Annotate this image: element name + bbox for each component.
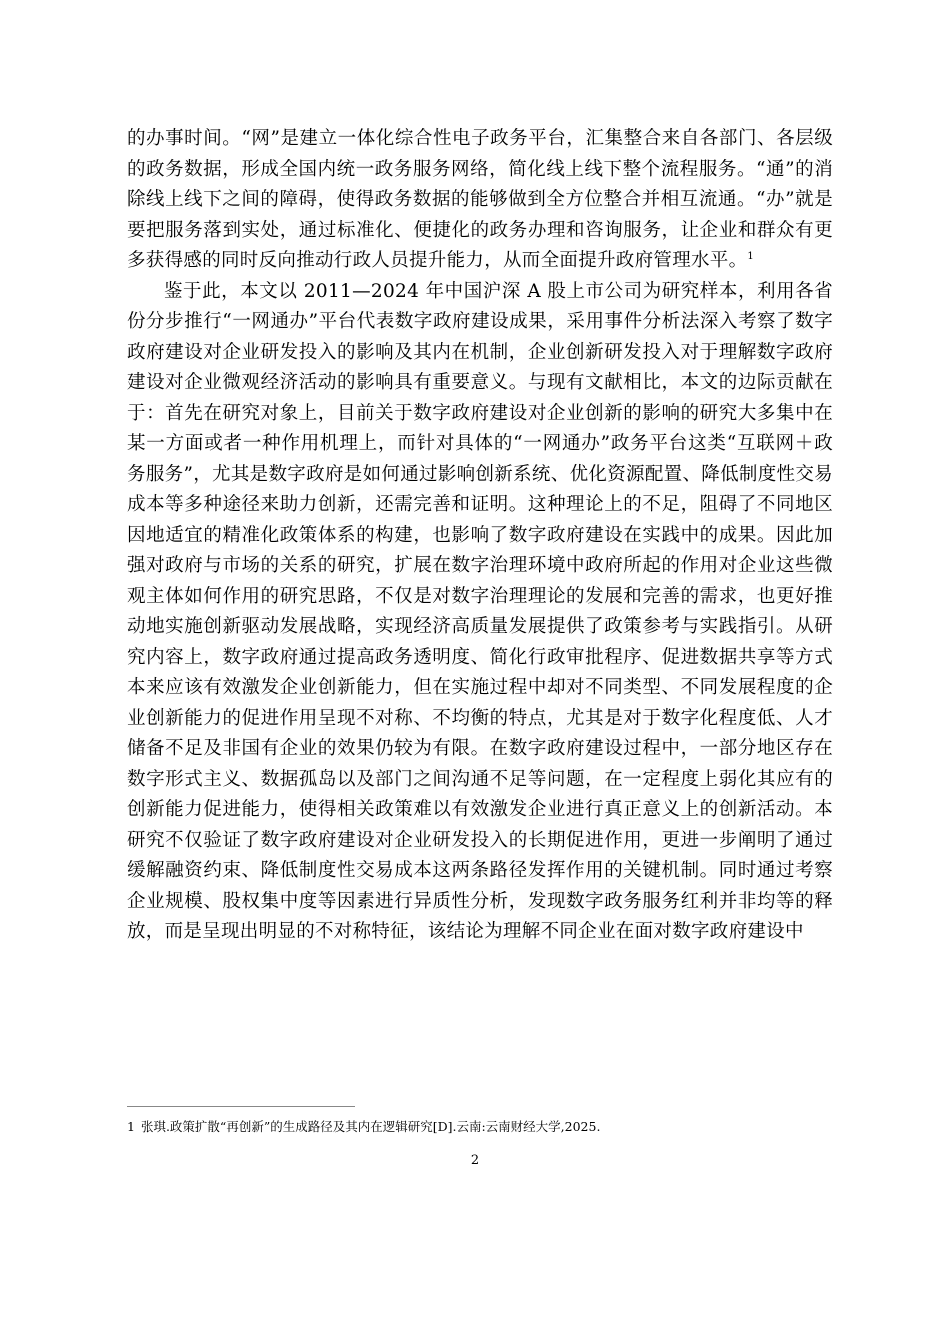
footnote [127,1118,833,1136]
footnote-separator [127,1106,355,1107]
footnote-text: 张琪.政策扩散“再创新”的生成路径及其内在逻辑研究[D].云南:云南财经大学,2025. [140,1119,601,1134]
footnote-number: 1 [127,1119,135,1134]
footnote-reference[interactable]: 1 [747,250,755,262]
paragraph-2: 鉴于此，本文以 2011—2024 年中国沪深 A 股上市公司为研究样本，利用各省份分步推行“一网通办”平台代表数字政府建设成果，采用事件分析法深入考察了数字政府建设对企业研发投入的影响及其内在机制，企业创新研发投入对于理解数字政府建设对企业微观经济活动的影响具有重要意义。与现有文献相比，本文的边际贡献在于：首先在研究对象上，目前关于数字政府建设对企业创新的影响的研究大多集中在某一方面或者一种作用机理上，而针对具体的“一网通办”政务平台这类“互联网＋政务服务”，尤其是数字政府是如何通过影响创新系统、优化资源配置、降低制度性交易成本等多种途径来助力创新，还需完善和证明。这种理论上的不足，阻碍了不同地区因地适宜的精准化政策体系的构建，也影响了数字政府建设在实践中的成果。因此加强对政府与市场的关系的研究，扩展在数字治理环境中政府所起的作用对企业这些微观主体如何作用的研究思路，不仅是对数字治理理论的发展和完善的需求，也更好推动地实施创新驱动发展战略，实现经济高质量发展提供了政策参考与实践指引。从研究内容上，数字政府通过提高政务透明度、简化行政审批程序、促进数据共享等方式本来应该有效激发企业创新能力，但在实施过程中却对不同类型、不同发展程度的企业创新能力的促进作用呈现不对称、不均衡的特点，尤其是对于数字化程度低、人才储备不足及非国有企业的效果仍较为有限。在数字政府建设过程中，一部分地区存在数字形式主义、数据孤岛以及部门之间沟通不足等问题，在一定程度上弱化其应有的创新能力促进能力，使得相关政策难以有效激发企业进行真正意义上的创新活动。本研究不仅验证了数字政府建设对企业研发投入的长期促进作用，更进一步阐明了通过缓解融资约束、降低制度性交易成本这两条路径发挥作用的关键机制。同时通过考察企业规模、股权集中度等因素进行异质性分析，发现数字政务服务红利并非均等的释放，而是呈现出明显的不对称特征，该结论为理解不同企业在面对数字政府建设中 [127,280,833,942]
document-body [127,124,833,948]
page-number: 2 [470,1153,480,1168]
paragraph-1-text: 的办事时间。“网”是建立一体化综合性电子政务平台，汇集整合来自各部门、各层级的政务数据，形成全国内统一政务服务网络，简化线上线下整个流程服务。“通”的消除线上线下之间的障碍，使得政务数据的能够做到全方位整合并相互流通。“办”就是要把服务落到实处，通过标准化、便捷化的政务办理和咨询服务，让企业和群众有更多获得感的同时反向推动行政人员提升能力，从而全面提升政府管理水平。 [127,128,833,271]
paragraph-1 [127,124,833,277]
